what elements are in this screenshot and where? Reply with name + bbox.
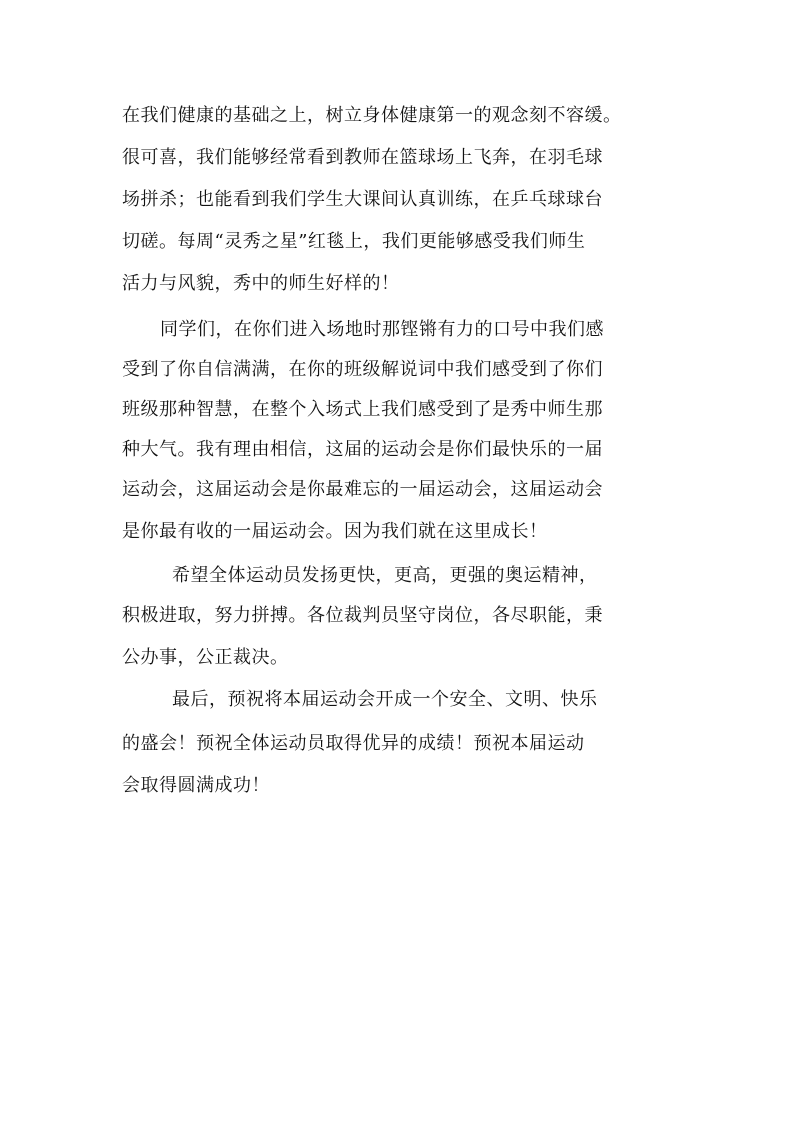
paragraph-first-line: 最后，预祝将本届运动会开成一个安全、文明、快乐	[172, 689, 598, 710]
text-line: 的盛会！预祝全体运动员取得优异的成绩！预祝本届运动	[122, 733, 585, 754]
text-line: 运动会，这届运动会是你最难忘的一届运动会，这届运动会	[122, 479, 603, 500]
text-line: 在我们健康的基础之上，树立身体健康第一的观念刻不容缓。	[122, 105, 622, 126]
text-line: 积极进取，努力拼搏。各位裁判员坚守岗位，各尽职能，秉	[122, 605, 603, 626]
text-line: 会取得圆满成功！	[122, 775, 270, 796]
paragraph-first-line: 希望全体运动员发扬更快，更高，更强的奥运精神，	[172, 565, 598, 586]
paragraph-first-line: 同学们，在你们进入场地时那铿锵有力的口号中我们感	[160, 319, 604, 340]
text-line: 活力与风貌，秀中的师生好样的！	[122, 273, 400, 294]
text-line: 是你最有收的一届运动会。因为我们就在这里成长！	[122, 521, 548, 542]
text-line: 切磋。每周“灵秀之星”红毯上，我们更能够感受我们师生	[122, 231, 586, 252]
text-line: 受到了你自信满满，在你的班级解说词中我们感受到了你们	[122, 359, 603, 380]
text-line: 很可喜，我们能够经常看到教师在篮球场上飞奔，在羽毛球	[122, 147, 603, 168]
text-line: 公办事，公正裁决。	[122, 647, 289, 668]
text-line: 班级那种智慧，在整个入场式上我们感受到了是秀中师生那	[122, 399, 603, 420]
text-line: 场拼杀；也能看到我们学生大课间认真训练，在乒乓球球台	[122, 189, 603, 210]
text-line: 种大气。我有理由相信，这届的运动会是你们最快乐的一届	[122, 439, 603, 460]
